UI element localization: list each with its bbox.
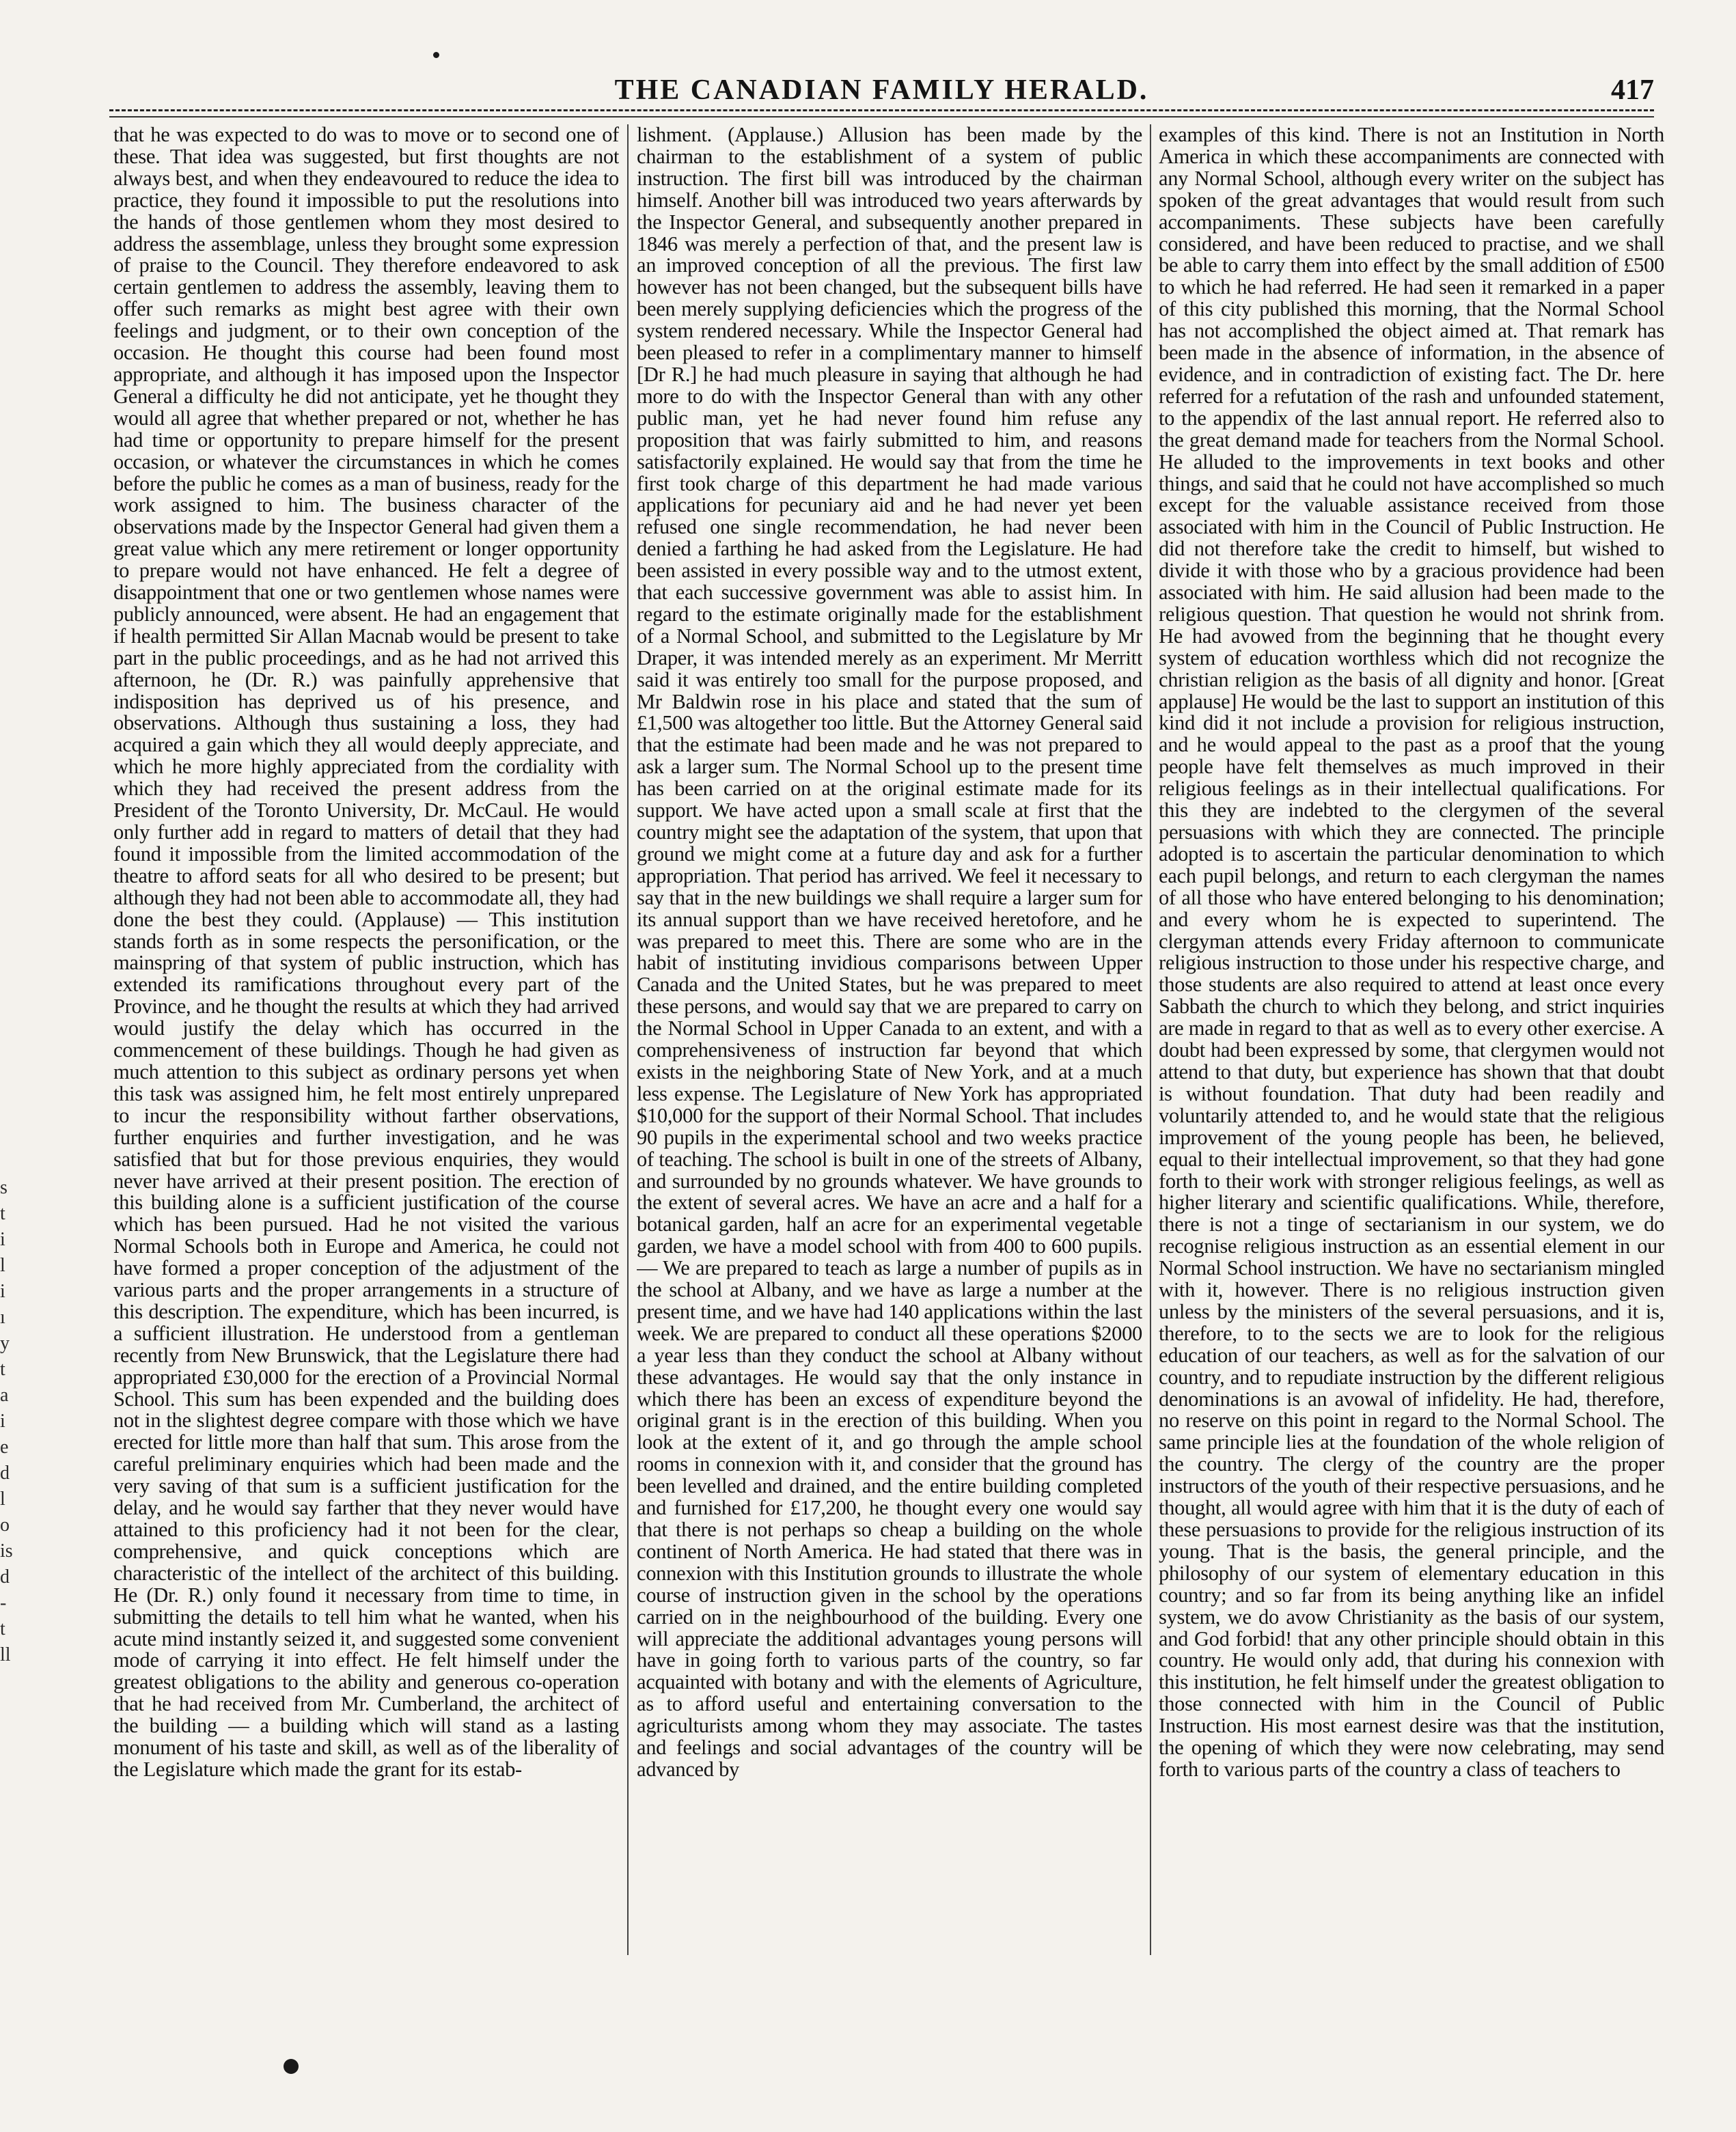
margin-fragment: d bbox=[0, 1566, 10, 1588]
column-divider bbox=[627, 124, 629, 1955]
column-text: examples of this kind. There is not an Institution in North America in which these accompaniments are connected with any Normal School, although every writer on the subject has spoken of the great advantages that would result from such accompaniments. These subjects have been carefully considered, and have been reduced to practise, and we shall be able to carry them into effect by the small addition of £500 to which he had referred. He had seen it remarked in a paper of this city published this morning, that the Normal School has not accomplished the object aimed at. That remark has been made in the absence of information, in the absence of evidence, and in contradiction of existing fact. The Dr. here referred for a refutation of the rash and unfounded statement, to the appendix of the last annual report. He referred also to the great demand made for teachers from the Normal School. He alluded to the improvements in text books and other things, and said that he could not have accomplished so much except for the valuable assistance received from those associated with him in the Council of Public Instruction. He did not therefore take the credit to himself, but wished to divide it with those who by a gracious providence had been associated with him. He said allusion had been made to the religious question. That question he would not shrink from. He had avowed from the beginning that he thought every system of education worthless which did not recognize the christian religion as the basis of all dignity and honor. [Great applause] He would be the last to support an institution of this kind did it not include a provision for religious instruction, and he would appeal to the past as a proof that the young people have felt themselves as much improved in their religious feelings as in their intellectual qualifications. For this they are indebted to the clergymen of the several persuasions with which they are connected. The principle adopted is to ascertain the particular denomination to which each pupil belongs, and return to each clergyman the names of all those who have entered belonging to his denomination; and every whom he is expected to superintend. The clergyman attends every Friday afternoon to communicate religious instruction to those under his respective charge, and those students are also required to attend at least once every Sabbath the church to which they belong, and strict inquiries are made in regard to that as well as to every other exercise. A doubt had been expressed by some, that clergymen would not attend to that duty, but experience has shown that that doubt is without foundation. That duty had been readily and voluntarily attended to, and he would state that the religious improvement of the young people has been, he believed, equal to their intellectual improvement, so that they had gone forth to their work with stronger religious feelings, as well as higher literary and scientific qualifications. While, therefore, there is not a tinge of sectarianism in our system, we do recognise religious instruction as an essential element in our Normal School instruction. We have no sectarianism mingled with it, however. There is no religious instruction given unless by the ministers of the several persuasions, and it is, therefore, to to the sects we are to look for the religious education of our teachers, as well as for the salvation of our country, and to repudiate instruction by the different religious denominations is an avowal of infidelity. He had, therefore, no reserve on this point in regard to the Normal School. The same principle lies at the foundation of the whole religion of the country. The clergy of the country are the proper instructors of the youth of their respective persuasions, and he thought, all would agree with him that it is the duty of each of these persuasions to provide for the religious instruction of its young. That is the basis, the general principle, and the philosophy of our system of elementary education in this country; and so far from its being anything like an infidel system, we do avow Christianity as the basis of our system, and God forbid! that any other principle should obtain in this country. He would only add, that during his connexion with this institution, he felt himself under the greatest obligation to those connected with him in the Council of Public Instruction. His most earnest desire was that the institution, the opening of which they were now celebrating, may send forth to various parts of the country a class of teachers to bbox=[1159, 124, 1664, 1781]
column-text: lishment. (Applause.) Allusion has been made by the chairman to the establishment of a system of public instruction. The first bill was introduced by the chairman himself. Another bill was introduced two years afterwards by the Inspector General, and subsequently another prepared in 1846 was merely a perfection of that, and the present law is an improved conception of all the previous. The first law however has not been changed, but the subsequent bills have been merely supplying deficiencies which the progress of the system rendered necessary. While the Inspector General had been pleased to refer in a complimentary manner to himself [Dr R.] he had much pleasure in saying that although he had more to do with the Inspector General than with any other public man, yet he had never found him refuse any proposition that was fairly submitted to him, and reasons satisfactorily explained. He would say that from the time he first took charge of this department he had made various applications for pecuniary aid and he had never yet been refused one single recommendation, he had never been denied a farthing he had asked from the Legislature. He had been assisted in every possible way and to the utmost extent, that each successive government was able to assist him. In regard to the estimate originally made for the establishment of a Normal School, and submitted to the Legislature by Mr Draper, it was intended merely as an experiment. Mr Merritt said it was entirely too small for the purpose proposed, and Mr Baldwin rose in his place and stated that the sum of £1,500 was altogether too little. But the Attorney General said that the estimate had been made and he was not prepared to ask a larger sum. The Normal School up to the present time has been carried on at the original estimate made for its support. We have acted upon a small scale at first that the country might see the adaptation of the system, that upon that ground we might come at a future day and ask for a further appropriation. That period has arrived. We feel it necessary to say that in the new buildings we shall require a larger sum for its annual support than we have received heretofore, and he was prepared to meet this. There are some who are in the habit of instituting invidious comparisons between Upper Canada and the United States, but he was prepared to meet these persons, and would say that we are prepared to carry on the Normal School in Upper Canada to an extent, and with a comprehensiveness of instruction far beyond that which exists in the neighboring State of New York, and at a much less expense. The Legislature of New York has appropriated $10,000 for the support of their Normal School. That includes 90 pupils in the experimental school and two weeks practice of teaching. The school is built in one of the streets of Albany, and surrounded by no grounds whatever. We have grounds to the extent of several acres. We have an acre and a half for a botanical garden, half an acre for an experimental vegetable garden, we have a model school with from 400 to 600 pupils.— We are prepared to teach as large a number of pupils as in the school at Albany, and we have as large a number at the present time, and we have had 140 applications within the last week. We are prepared to conduct all these operations $2000 a year less than they conduct the school at Albany without these advantages. He would say that the only instance in which there has been an excess of expenditure beyond the original grant is in the erection of this building. When you look at the extent of it, and go through the ample school rooms in connexion with it, and consider that the ground has been levelled and drained, and the entire building completed and furnished for £17,200, he thought every one would say that there is not perhaps so cheap a building on the whole continent of North America. He had stated that there was in connexion with this Institution grounds to illustrate the whole course of instruction given in the school by the operations carried on in the neighbourhood of the building. Every one will appreciate the additional advantages young persons will have in going forth to various parts of the country, so far acquainted with botany and with the elements of Agriculture, as to afford useful and entertaining conversation to the agriculturists among whom they may associate. The tastes and feelings and social advantages of the country will be advanced by bbox=[637, 124, 1142, 1781]
margin-fragment: i bbox=[0, 1281, 5, 1302]
margin-fragment: t bbox=[0, 1203, 5, 1224]
header-rule-solid bbox=[109, 116, 1654, 117]
margin-fragment: ll bbox=[0, 1644, 11, 1665]
margin-fragment: a bbox=[0, 1385, 9, 1406]
margin-fragment: l bbox=[0, 1489, 5, 1510]
margin-fragment: - bbox=[0, 1592, 7, 1614]
margin-fragment: i bbox=[0, 1229, 5, 1250]
column-text: that he was expected to do was to move or to second one of these. That idea was suggested, but first thoughts are not always best, and when they endeavoured to reduce the idea to practice, they found it impossible to put the resolutions into the hands of those gentlemen whom they most desired to address the assemblage, unless they brought some expression of praise to the Council. They therefore endeavored to ask certain gentlemen to address the assembly, leaving them to offer such remarks as might best agree with their own feelings and judgment, or to their own conception of the occasion. He thought this course had been found most appropriate, and although it has imposed upon the Inspector General a difficulty he did not anticipate, yet he thought they would all agree that whether prepared or not, whether he has had time or opportunity to prepare himself for the present occasion, or whatever the circumstances in which he comes before the public he comes as a man of business, ready for the work assigned to him. The business character of the observations made by the Inspector General had given them a great value which any mere retirement or longer opportunity to prepare would not have enhanced. He felt a degree of disappointment that one or two gentlemen whose names were publicly announced, were absent. He had an engagement that if health permitted Sir Allan Macnab would be present to take part in the public proceedings, and as he had not arrived this afternoon, he (Dr. R.) was painfully apprehensive that indisposition has deprived us of his presence, and observations. Although thus sustaining a loss, they had acquired a gain which they all would deeply appreciate, and which he more highly appreciated from the cordiality with which they had received the present address from the President of the Toronto University, Dr. McCaul. He would only further add in regard to matters of detail that they had found it impossible from the limited accommodation of the theatre to afford seats for all who desired to be present; but although they had not been able to accommodate all, they had done the best they could. (Applause) — This institution stands forth as in some respects the personification, or the mainspring of that system of public instruction, which has extended its ramifications throughout every part of the Province, and he thought the results at which they had arrived would justify the delay which has occurred in the commencement of these buildings. Though he had given as much attention to this subject as ordinary persons yet when this task was assigned him, he felt most entirely unprepared to incur the responsibility without farther observations, further enquiries and further investigation, and he was satisfied that but for those previous enquiries, they would never have arrived at their present position. The erection of this building alone is a sufficient justification of the course which has been pursued. Had he not visited the various Normal Schools both in Europe and America, he could not have formed a proper conception of the adjustment of the various parts and the proper arrangements in a structure of this description. The expenditure, which has been incurred, is a sufficient illustration. He understood from a gentleman recently from New Brunswick, that the Legislature there had appropriated £30,000 for the erection of a Provincial Normal School. This sum has been expended and the building does not in the slightest degree compare with those which we have erected for little more than half that sum. This arose from the careful preliminary enquiries which had been made and the very saving of that sum is a sufficient justification for the delay, and he would say farther that they never would have attained to this proficiency had it not been for the clear, comprehensive, and quick conceptions which are characteristic of the intellect of the architect of this building. He (Dr. R.) only found it necessary from time to time, in submitting the details to tell him what he wanted, when his acute mind instantly seized it, and suggested some convenient mode of carrying it into effect. He felt himself under the greatest obligations to the ability and generous co-operation that he had received from Mr. Cumberland, the architect of the building — a building which will stand as a lasting monument of his taste and skill, as well as of the liberality of the Legislature which made the grant for its estab- bbox=[113, 124, 619, 1781]
margin-fragment: s bbox=[0, 1177, 8, 1198]
running-title: THE CANADIAN FAMILY HERALD. bbox=[614, 74, 1149, 106]
header-rule bbox=[109, 109, 1654, 111]
ink-speck-bottom bbox=[284, 2059, 299, 2074]
article-column-2 bbox=[637, 124, 1142, 1955]
column-divider bbox=[1150, 124, 1151, 1955]
margin-fragment: i bbox=[0, 1411, 5, 1432]
margin-fragment: y bbox=[0, 1333, 10, 1354]
margin-fragment: d bbox=[0, 1463, 10, 1484]
margin-fragment: t bbox=[0, 1618, 5, 1639]
margin-fragment: l bbox=[0, 1255, 5, 1276]
article-column-1 bbox=[113, 124, 619, 1955]
ink-speck-top bbox=[433, 52, 439, 58]
margin-fragment: e bbox=[0, 1437, 9, 1458]
page-header bbox=[109, 74, 1654, 115]
left-margin-fragments bbox=[0, 1175, 27, 1668]
margin-fragment: is bbox=[0, 1540, 13, 1562]
page-number: 417 bbox=[1611, 74, 1654, 106]
margin-fragment: o bbox=[0, 1514, 10, 1536]
margin-fragment: ı bbox=[0, 1307, 5, 1328]
article-column-3 bbox=[1159, 124, 1664, 1955]
margin-fragment: t bbox=[0, 1359, 5, 1380]
